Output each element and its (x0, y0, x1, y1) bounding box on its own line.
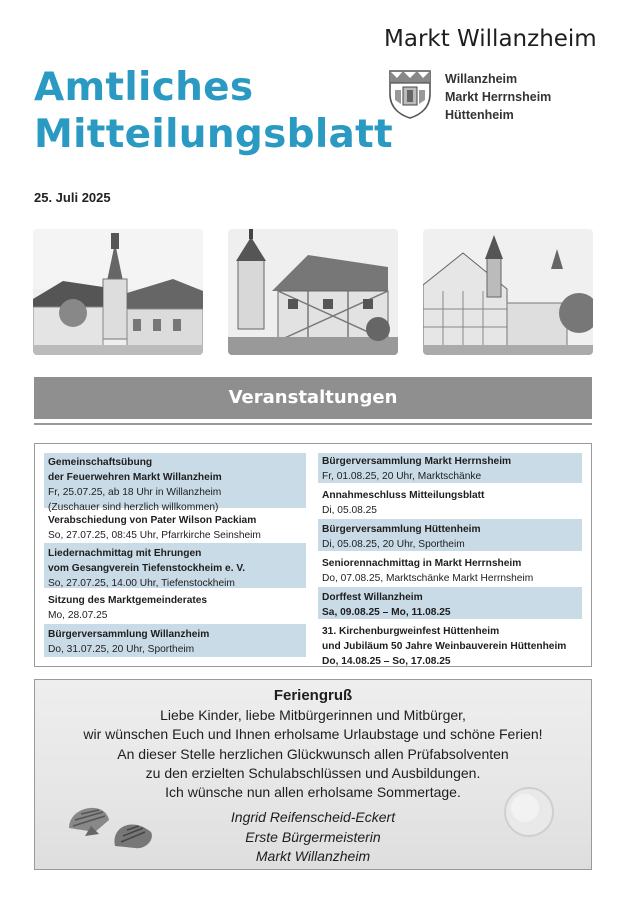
greeting-line: Ich wünsche nun allen erholsame Sommertage. (165, 784, 461, 801)
event-title: vom Gesangverein Tiefenstockheim e. V. (48, 563, 246, 574)
event-item (318, 587, 582, 619)
event-title: und Jubiläum 50 Jahre Weinbauverein Hüttenheim (322, 641, 567, 652)
market-name: Markt Willanzheim (384, 26, 597, 52)
event-item (318, 485, 582, 517)
issue-date: 25. Juli 2025 (34, 190, 111, 205)
event-item (318, 453, 582, 483)
event-detail: Do, 31.07.25, 20 Uhr, Sportheim (48, 644, 195, 655)
village-photo-huettenheim (423, 229, 593, 355)
events-column-right (318, 453, 582, 670)
event-item (318, 621, 582, 668)
section-banner: Veranstaltungen (34, 377, 592, 419)
divider (34, 423, 592, 425)
event-title: Verabschiedung von Pater Wilson Packiam (48, 515, 257, 526)
village-photo-herrnsheim (228, 229, 398, 355)
event-title: 31. Kirchenburgweinfest Hüttenheim (322, 626, 500, 637)
event-title: Bürgerversammlung Markt Herrnsheim (322, 456, 512, 467)
greeting-line: zu den erzielten Schulabschlüssen und Ausbildungen. (145, 764, 481, 781)
event-title: Dorffest Willanzheim (322, 592, 423, 603)
village-name: Markt Herrnsheim (445, 90, 552, 104)
greeting-title: Feriengruß (273, 687, 353, 704)
event-item (44, 543, 306, 588)
event-title: Seniorennachmittag in Markt Herrnsheim (322, 558, 522, 569)
event-detail: Fr, 01.08.25, 20 Uhr, Marktschänke (322, 471, 482, 482)
event-title: Bürgerversammlung Willanzheim (48, 629, 210, 640)
village-photo-willanzheim (33, 229, 203, 355)
signature-role: Erste Bürgermeisterin (245, 828, 381, 845)
greeting-line: wir wünschen Euch und Ihnen erholsame Urlaubstage und schöne Ferien! (83, 726, 543, 743)
village-list (445, 70, 551, 124)
event-title: Annahmeschluss Mitteilungsblatt (322, 490, 485, 501)
event-title: Gemeinschaftsübung (48, 457, 153, 468)
signature-municipality: Markt Willanzheim (255, 848, 371, 865)
title-line-1: Amtliches (34, 65, 254, 110)
event-title: der Feuerwehren Markt Willanzheim (48, 472, 222, 483)
sun-icon (501, 784, 557, 845)
event-detail: Fr, 25.07.25, ab 18 Uhr in Willanzheim (48, 487, 222, 498)
event-title: Liedernachmittag mit Ehrungen (48, 548, 202, 559)
event-item (318, 519, 582, 551)
events-box (34, 443, 592, 667)
event-detail: (Zuschauer sind herzlich willkommen) (48, 502, 219, 513)
event-item (44, 624, 306, 657)
page-title (34, 64, 393, 158)
event-item (44, 510, 306, 541)
event-item (44, 590, 306, 622)
events-column-left (44, 453, 306, 659)
greeting-line: An dieser Stelle herzlichen Glückwunsch allen Prüfabsolventen (117, 745, 509, 762)
title-line-2: Mitteilungsblatt (34, 112, 393, 157)
signature-name: Ingrid Reifenscheid-Eckert (230, 809, 396, 826)
event-title: Sitzung des Marktgemeinderates (48, 595, 208, 606)
event-item (318, 553, 582, 585)
event-detail: Mo, 28.07.25 (48, 610, 108, 621)
event-detail: Do, 07.08.25, Marktschänke Markt Herrnsheim (322, 573, 534, 584)
village-name: Willanzheim (445, 72, 518, 86)
event-detail: Do, 14.08.25 – So, 17.08.25 (322, 656, 451, 667)
event-detail: Di, 05.08.25 (322, 505, 377, 516)
event-title: Bürgerversammlung Hüttenheim (322, 524, 481, 535)
seashell-icon (65, 798, 165, 859)
event-detail: Sa, 09.08.25 – Mo, 11.08.25 (322, 607, 451, 618)
village-name: Hüttenheim (445, 108, 514, 122)
event-detail: So, 27.07.25, 08:45 Uhr, Pfarrkirche Seinsheim (48, 530, 261, 541)
event-detail: So, 27.07.25, 14.00 Uhr, Tiefenstockheim (48, 578, 235, 589)
coat-of-arms-icon (387, 68, 433, 120)
greeting-box (34, 679, 592, 870)
event-detail: Di, 05.08.25, 20 Uhr, Sportheim (322, 539, 465, 550)
greeting-line: Liebe Kinder, liebe Mitbürgerinnen und Mitbürger, (160, 707, 466, 723)
event-item (44, 453, 306, 513)
